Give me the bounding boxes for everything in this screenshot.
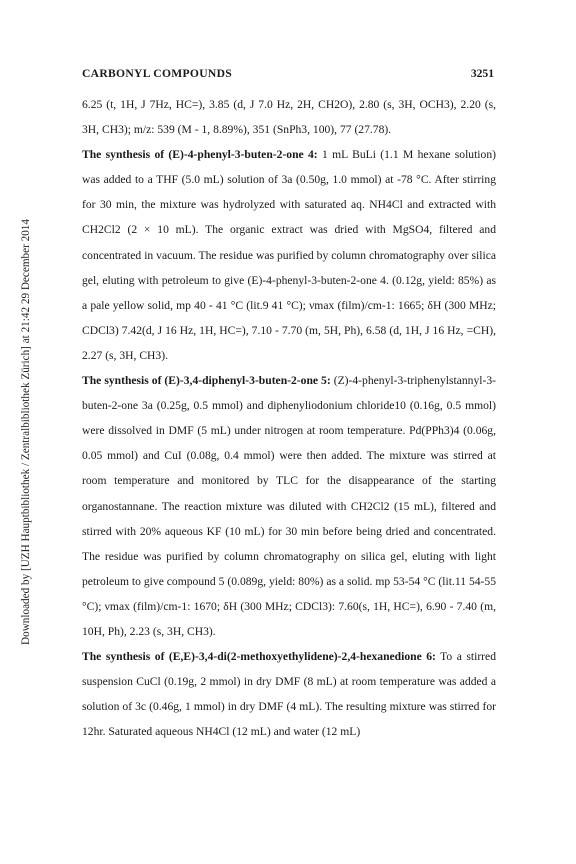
synthesis-5-body: (Z)-4-phenyl-3-triphenylstannyl-3-buten-2-one 3a (0.25g, 0.5 mmol) and diphenyliodonium chloride10 (0.16g, 0.5 mmol) were dissolved in DMF (5 mL) under nitrogen at room temperature. Pd(PPh3)4 (0.06g, 0.05 mmol) and CuI (0.08g, 0.4 mmol) were then added. The mixture was stirred at room temperature and monitored by TLC for the disappearance of the starting organostannane. The reaction mixture was diluted with CH2Cl2 (15 mL), filtered and stirred with 20% aqueous KF (10 mL) for 30 min before being dried and concentrated. The residue was purified by column chromatography on silica gel, eluting with light petroleum to give compound 5 (0.089g, yield: 80%) as a solid. mp 53-54 °C (lit.11 54-55 °C); νmax (film)/cm-1: 1670; δH (300 MHz; CDCl3): 7.60(s, 1H, HC=), 6.90 - 7.40 (m, 10H, Ph), 2.23 (s, 3H, CH3).: [82, 374, 496, 638]
section-title-synthesis-6: The synthesis of (E,E)-3,4-di(2-methoxyethylidene)-2,4-hexanedione 6:: [82, 650, 436, 664]
paragraph-synthesis-4: [82, 142, 496, 368]
section-title-synthesis-4: The synthesis of (E)-4-phenyl-3-buten-2-one 4:: [82, 148, 318, 162]
page-number: 3251: [470, 67, 494, 80]
journal-running-title: CARBONYL COMPOUNDS: [82, 67, 233, 80]
body-text: [82, 92, 496, 744]
section-title-synthesis-5: The synthesis of (E)-3,4-diphenyl-3-buten-2-one 5:: [82, 374, 331, 388]
synthesis-6-body: To a stirred suspension CuCl (0.19g, 2 mmol) in dry DMF (8 mL) at room temperature was added a solution of 3c (0.46g, 1 mmol) in dry DMF (4 mL). The resulting mixture was stirred for 12hr. Saturated aqueous NH4Cl (12 mL) and water (12 mL): [82, 650, 496, 739]
running-header: [82, 67, 494, 83]
paragraph-synthesis-5: [82, 368, 496, 644]
download-watermark-text: Downloaded by [UZH Hauptbibliothek / Zentralbibliothek Zürich] at 21:42 29 December 2014: [20, 219, 32, 645]
synthesis-4-body: 1 mL BuLi (1.1 M hexane solution) was added to a THF (5.0 mL) solution of 3a (0.50g, 1.0 mmol) at -78 °C. After stirring for 30 min, the mixture was hydrolyzed with saturated aq. NH4Cl and extracted with CH2Cl2 (2 × 10 mL). The organic extract was dried with MgSO4, filtered and concentrated in vacuum. The residue was purified by column chromatography over silica gel, eluting with petroleum to give (E)-4-phenyl-3-buten-2-one 4. (0.12g, yield: 85%) as a pale yellow solid, mp 40 - 41 °C (lit.9 41 °C); νmax (film)/cm-1: 1665; δH (300 MHz; CDCl3) 7.42(d, J 16 Hz, 1H, HC=), 7.10 - 7.70 (m, 5H, Ph), 6.58 (d, 1H, J 16 Hz, =CH), 2.27 (s, 3H, CH3).: [82, 148, 496, 362]
paragraph-nmr-data: 6.25 (t, 1H, J 7Hz, HC=), 3.85 (d, J 7.0 Hz, 2H, CH2O), 2.80 (s, 3H, OCH3), 2.20 (s, 3H, CH3); m/z: 539 (M - 1, 8.89%), 351 (SnPh3, 100), 77 (27.78).: [82, 98, 496, 137]
paragraph-synthesis-6: [82, 644, 496, 744]
